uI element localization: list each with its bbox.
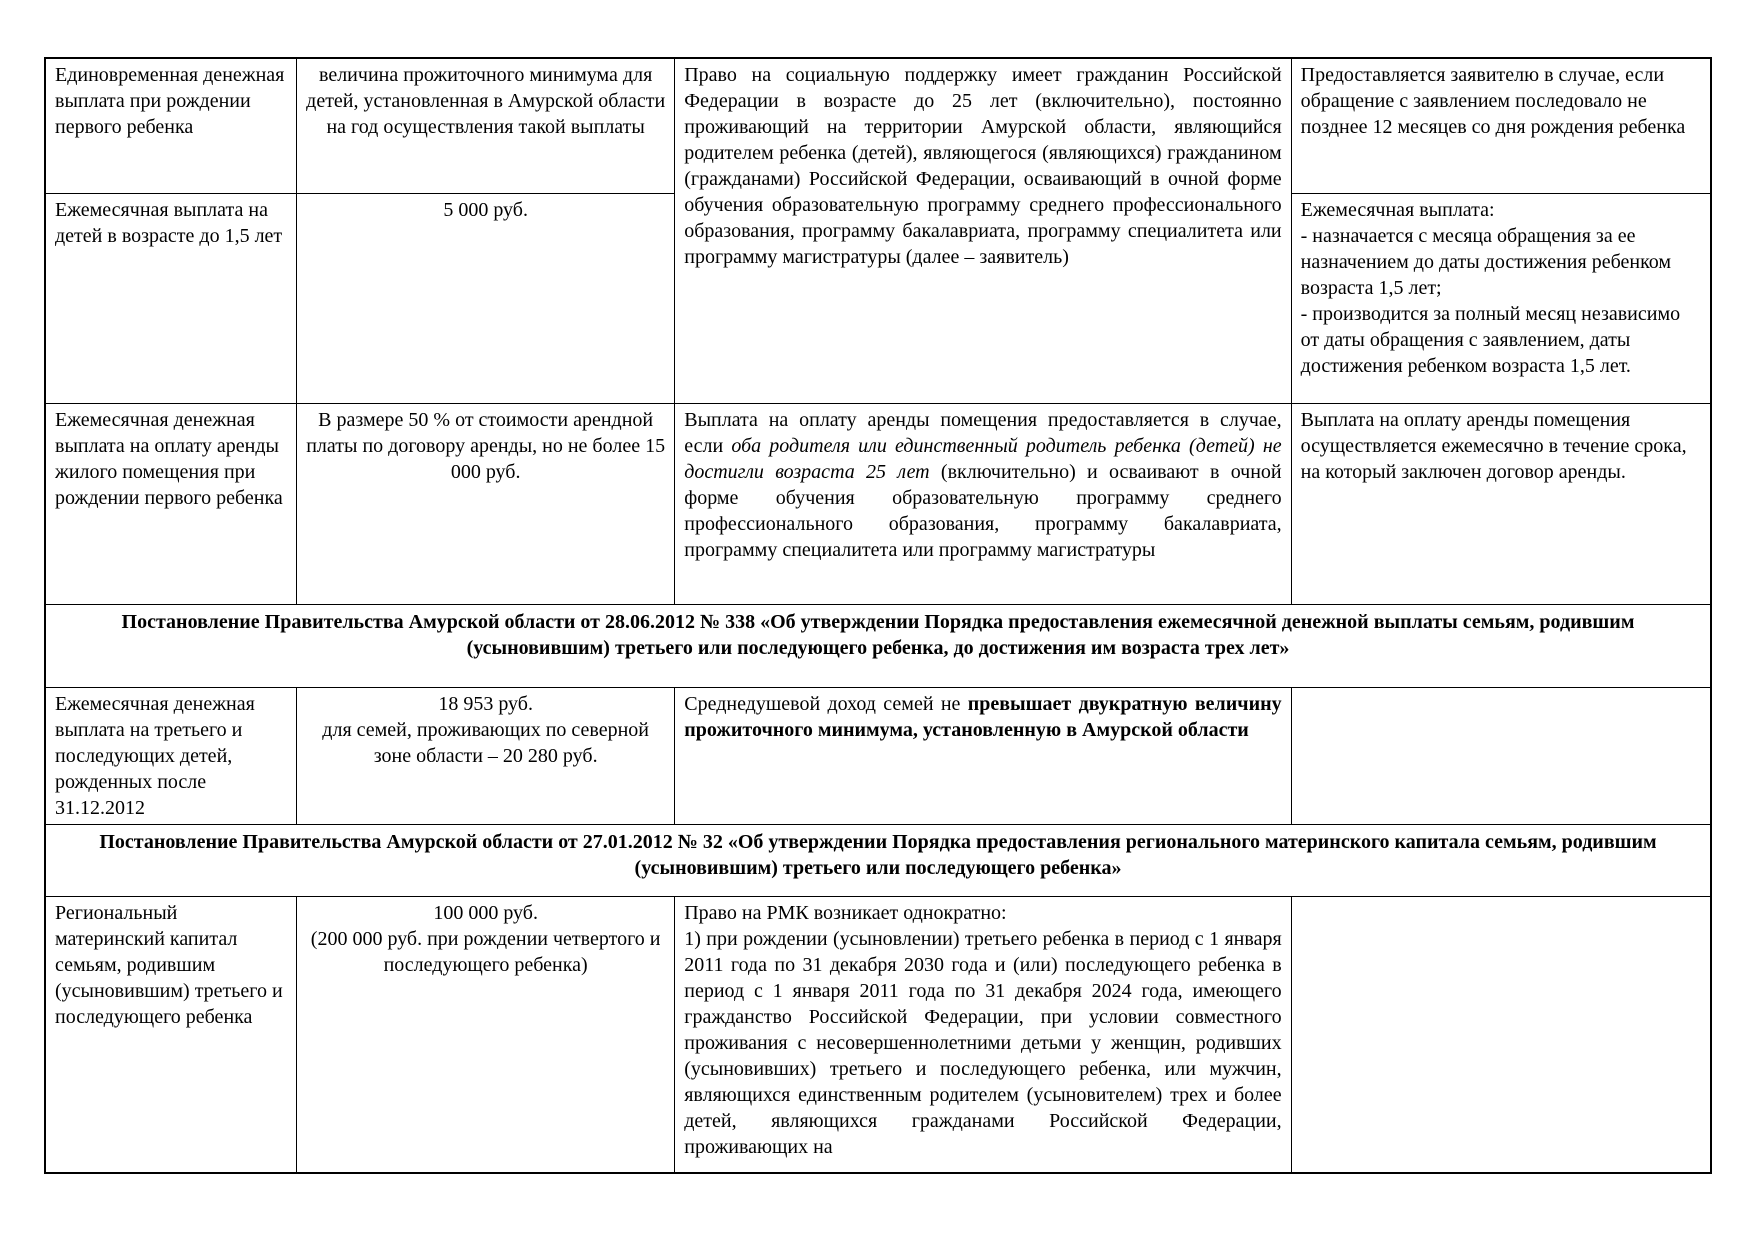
eligibility-text: Право на социальную поддержку имеет гражданин Российской Федерации в возрасте до 25 лет (включительно), постоянно проживающий на территории Амурской области, являющийся родителем ребенка (детей), являющегося (являющихся) гражданином (гражданами) Российской Федерации, осваивающий в очной форме обучения образовательную программу среднего профессионального образования, программу бакалавриата, программу специалитета или программу магистратуры (далее – заявитель) bbox=[684, 64, 1282, 268]
decree-32-header-text: Постановление Правительства Амурской области от 27.01.2012 № 32 «Об утверждении Порядка предоставления регионального материнского капитала семьям, родившим (усыновившим) третьего или последующего ребенка» bbox=[99, 830, 1657, 879]
benefit-amount-line: 100 000 руб. bbox=[433, 901, 538, 924]
benefit-amount-line: 18 953 руб. bbox=[438, 692, 533, 715]
benefit-title-text: Ежемесячная выплата на детей в возрасте до 1,5 лет bbox=[55, 198, 283, 247]
benefit-amount-text: В размере 50 % от стоимости арендной платы по договору аренды, но не более 15 000 руб. bbox=[306, 408, 666, 483]
benefit-terms-line: - производится за полный месяц независимо от даты обращения с заявлением, даты достижения ребенком возраста 1,5 лет. bbox=[1300, 302, 1681, 377]
benefit-title-text: Единовременная денежная выплата при рождении первого ребенка bbox=[55, 64, 285, 138]
cell-decree-32-header bbox=[45, 824, 1711, 896]
rent-conditions-italic: оба родителя или единственный родитель ребенка (детей) не достигли возраста 25 лет bbox=[684, 434, 1282, 483]
decree-338-header-text: Постановление Правительства Амурской области от 28.06.2012 № 338 «Об утверждении Порядка предоставления ежемесячной денежной выплаты семьям, родившим (усыновившим) третьего или последующего ребенка, до достижения им возраста трех лет» bbox=[121, 610, 1635, 659]
benefit-terms-line: - назначается с месяца обращения за ее назначением до даты достижения ребенком возраста 1,5 лет; bbox=[1300, 224, 1672, 299]
benefit-title-text: Ежемесячная денежная выплата на оплату аренды жилого помещения при рождении первого ребенка bbox=[55, 408, 283, 509]
cell-lump-sum-amount bbox=[297, 58, 675, 193]
cell-monthly-amount bbox=[297, 193, 675, 403]
benefit-terms-text: Предоставляется заявителю в случае, если обращение с заявлением последовало не позднее 12 месяцев со дня рождения ребенка bbox=[1300, 64, 1686, 138]
cell-third-child-terms-empty bbox=[1291, 687, 1711, 824]
benefit-terms-line: Ежемесячная выплата: bbox=[1300, 198, 1495, 221]
benefit-title-text: Ежемесячная денежная выплата на третьего и последующих детей, рожденных после 31.12.2012 bbox=[55, 692, 255, 819]
rent-conditions-suffix: (включительно) и осваивают в очной форме обучения образовательную программу среднего профессионального образования, программу бакалавриата, программу специалитета или программу магистратуры bbox=[684, 460, 1282, 561]
table-row-third-child bbox=[45, 687, 1711, 824]
cell-maternal-capital-conditions bbox=[675, 896, 1291, 1173]
table-row-decree-32-header bbox=[45, 824, 1711, 896]
cell-lump-sum-terms bbox=[1291, 58, 1711, 193]
cell-rent-terms bbox=[1291, 403, 1711, 604]
table-row-rent bbox=[45, 403, 1711, 604]
benefits-table bbox=[44, 57, 1712, 1174]
cell-maternal-capital-title bbox=[45, 896, 297, 1173]
cell-monthly-title bbox=[45, 193, 297, 403]
cell-third-child-conditions bbox=[675, 687, 1291, 824]
table-row-lump-sum bbox=[45, 58, 1711, 193]
third-child-conditions-bold: превышает двукратную величину прожиточного минимума, установленную в Амурской области bbox=[684, 692, 1282, 741]
maternal-capital-conditions-line: Право на РМК возникает однократно: bbox=[684, 901, 1007, 924]
cell-lump-sum-title bbox=[45, 58, 297, 193]
cell-rent-title bbox=[45, 403, 297, 604]
cell-third-child-title bbox=[45, 687, 297, 824]
cell-rent-amount bbox=[297, 403, 675, 604]
benefit-terms-text: Выплата на оплату аренды помещения осуществляется ежемесячно в течение срока, на который заключен договор аренды. bbox=[1300, 408, 1687, 483]
cell-maternal-capital-amount bbox=[297, 896, 675, 1173]
table-row-maternal-capital bbox=[45, 896, 1711, 1173]
cell-rent-conditions bbox=[675, 403, 1291, 604]
benefit-amount-text: 5 000 руб. bbox=[443, 198, 528, 221]
rent-conditions-prefix: Выплата на оплату аренды помещения предоставляется в случае, если bbox=[684, 408, 1282, 457]
cell-third-child-amount bbox=[297, 687, 675, 824]
benefit-amount-text: величина прожиточного минимума для детей, установленная в Амурской области на год осуществления такой выплаты bbox=[306, 64, 666, 138]
maternal-capital-conditions-line: 1) при рождении (усыновлении) третьего ребенка в период с 1 января 2011 года по 31 декабря 2030 года и (или) последующего ребенка в период с 1 января 2011 года по 31 декабря 2024 года, имеющего гражданство Российской Федерации, при условии совместного проживания с несовершеннолетними детьми у женщин, родивших (усыновивших) третьего и последующего ребенка, или мужчин, являющихся единственным родителем (усыновителем) трех и более детей, являющихся гражданами Российской Федерации, проживающих на bbox=[684, 927, 1282, 1158]
cell-monthly-terms bbox=[1291, 193, 1711, 403]
cell-decree-338-header bbox=[45, 604, 1711, 687]
benefit-amount-line: (200 000 руб. при рождении четвертого и последующего ребенка) bbox=[310, 927, 661, 976]
cell-maternal-capital-terms-empty bbox=[1291, 896, 1711, 1173]
cell-eligibility bbox=[675, 58, 1291, 403]
benefit-title-text: Региональный материнский капитал семьям, родившим (усыновившим) третьего и последующего ребенка bbox=[55, 901, 283, 1028]
table-row-decree-338-header bbox=[45, 604, 1711, 687]
third-child-conditions-prefix: Среднедушевой доход семей не bbox=[684, 692, 968, 715]
benefit-amount-line: для семей, проживающих по северной зоне области – 20 280 руб. bbox=[322, 718, 650, 767]
